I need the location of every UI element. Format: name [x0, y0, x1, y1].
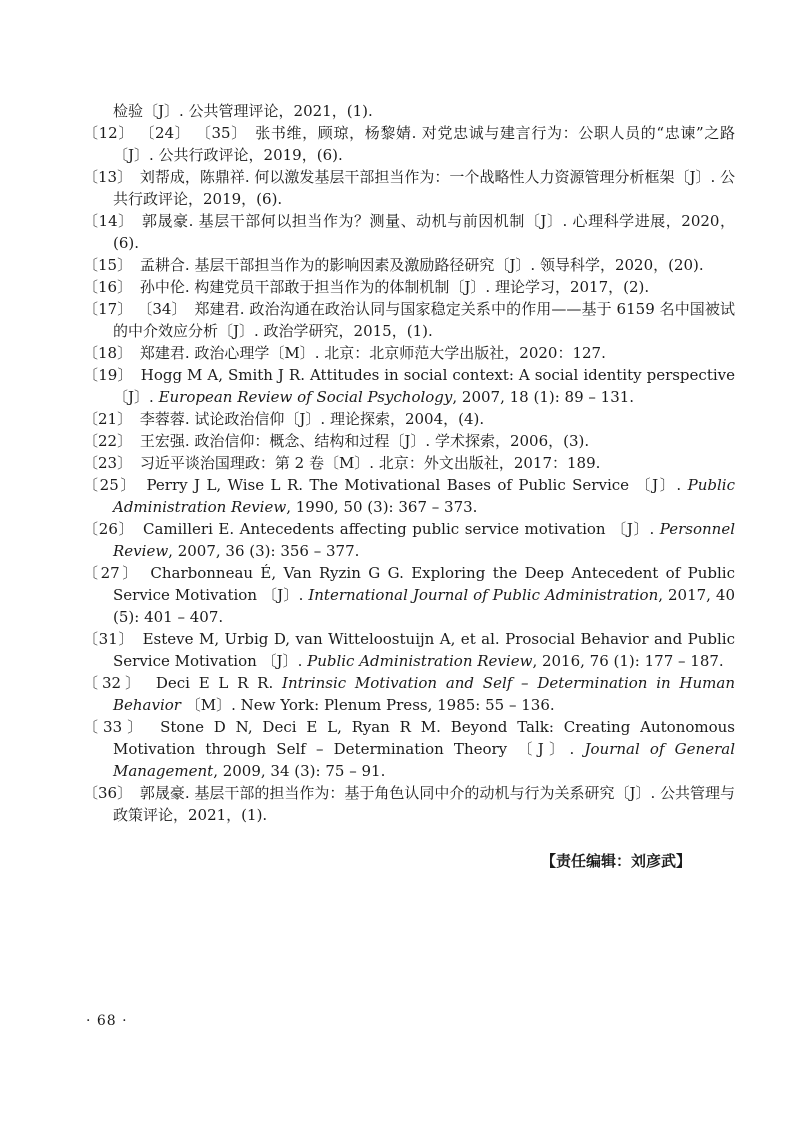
reference-label: 〔19〕	[83, 366, 138, 384]
journal-title: Journal of General Management	[113, 740, 735, 780]
reference-entry	[83, 628, 735, 672]
reference-label: 〔33〕	[83, 718, 158, 736]
reference-entry	[83, 364, 735, 408]
reference-entry	[83, 254, 735, 276]
reference-text: , 2007, 18 (1): 89 – 131.	[452, 388, 635, 406]
reference-label: 〔18〕	[83, 344, 137, 362]
reference-label: 〔13〕	[83, 168, 137, 186]
reference-text: 郑建君. 政治沟通在政治认同与国家稳定关系中的作用——基于 6159 名中国被试的中介效应分析〔J〕. 政治学研究，2015，(1).	[113, 300, 735, 340]
reference-text: Hogg M A, Smith J R. Attitudes in social context: A social identity perspective 〔J〕.	[113, 366, 735, 406]
reference-entry	[83, 342, 735, 364]
reference-text: , 2016, 76 (1): 177 – 187.	[532, 652, 724, 670]
journal-title: European Review of Social Psychology	[158, 388, 453, 406]
reference-entry	[83, 276, 735, 298]
reference-entry	[83, 562, 735, 628]
reference-label: 〔22〕	[83, 432, 137, 450]
reference-text: 郭晟豪. 基层干部的担当作为：基于角色认同中介的动机与行为关系研究〔J〕. 公共管理与政策评论，2021，(1).	[113, 784, 736, 824]
reference-text: 孙中伦. 构建党员干部敢于担当作为的体制机制〔J〕. 理论学习，2017，(2).	[139, 278, 650, 296]
reference-text: Esteve M, Urbig D, van Witteloostuijn A, et al. Prosocial Behavior and Public Service Motivation 〔J〕.	[113, 630, 735, 670]
reference-label: 〔17〕 〔34〕	[83, 300, 192, 318]
reference-entry	[83, 122, 735, 166]
reference-entry	[83, 452, 735, 474]
reference-entry	[83, 408, 735, 430]
editor-credit: 【责任编辑：刘彦武】	[540, 852, 691, 870]
reference-label: 〔23〕	[83, 454, 137, 472]
reference-text: , 1990, 50 (3): 367 – 373.	[286, 498, 478, 516]
reference-entry	[83, 100, 735, 122]
references-list	[83, 100, 735, 872]
reference-text: , 2009, 34 (3): 75 – 91.	[213, 762, 386, 780]
reference-text: Deci E L R R.	[155, 674, 283, 692]
journal-title: Public Administration Review	[113, 476, 735, 516]
reference-text: 张书维，顾琼，杨黎婧. 对党忠诚与建言行为：公职人员的“忠谏”之路〔J〕. 公共行政评论，2019，(6).	[113, 124, 735, 164]
reference-text: 郑建君. 政治心理学〔M〕. 北京：北京师范大学出版社，2020：127.	[139, 344, 606, 362]
journal-title: International Journal of Public Administration	[308, 586, 659, 604]
reference-text: 〔M〕. New York: Plenum Press, 1985: 55 – 136.	[180, 696, 555, 714]
reference-text: 习近平谈治国理政：第 2 卷〔M〕. 北京：外文出版社，2017：189.	[139, 454, 601, 472]
reference-label: 〔25〕	[83, 476, 144, 494]
reference-text: 王宏强. 政治信仰：概念、结构和过程〔J〕. 学术探索，2006，(3).	[139, 432, 590, 450]
journal-title: Public Administration Review	[307, 652, 533, 670]
reference-text: 李蓉蓉. 试论政治信仰〔J〕. 理论探索，2004，(4).	[139, 410, 485, 428]
reference-entry	[83, 166, 735, 210]
reference-text: Charbonneau É, Van Ryzin G G. Exploring the Deep Antecedent of Public Service Motivation 〔J〕.	[113, 564, 735, 604]
reference-text: , 2017, 40 (5): 401 – 407.	[113, 586, 735, 626]
reference-label: 〔12〕 〔24〕 〔35〕	[83, 124, 253, 142]
reference-label: 〔32〕	[83, 674, 153, 692]
reference-entry	[83, 210, 735, 254]
reference-label: 〔31〕	[83, 630, 140, 648]
reference-text: 孟耕合. 基层干部担当作为的影响因素及激励路径研究〔J〕. 领导科学，2020，(20).	[139, 256, 704, 274]
reference-text: Perry J L, Wise L R. The Motivational Bases of Public Service 〔J〕.	[146, 476, 688, 494]
reference-label: 〔21〕	[83, 410, 137, 428]
reference-entry	[83, 298, 735, 342]
reference-text: 郭晟豪. 基层干部何以担当作为？测量、动机与前因机制〔J〕. 心理科学进展，2020，(6).	[113, 212, 736, 252]
reference-text: 刘帮成，陈鼎祥. 何以激发基层干部担当作为：一个战略性人力资源管理分析框架〔J〕. 公共行政评论，2019，(6).	[113, 168, 736, 208]
journal-title: Personnel Review	[113, 520, 735, 560]
reference-text: , 2007, 36 (3): 356 – 377.	[168, 542, 360, 560]
reference-label: 〔36〕	[83, 784, 137, 802]
reference-label: 〔26〕	[83, 520, 140, 538]
reference-entry	[83, 672, 735, 716]
reference-text: Stone D N, Deci E L, Ryan R M. Beyond Talk: Creating Autonomous Motivation through Self – Determination Theory 〔J〕.	[113, 718, 735, 758]
journal-title: Intrinsic Motivation and Self – Determination in Human Behavior	[113, 674, 735, 714]
reference-label: 〔27〕	[83, 564, 148, 582]
reference-label: 〔16〕	[83, 278, 137, 296]
reference-label: 〔14〕	[83, 212, 139, 230]
reference-entry	[83, 474, 735, 518]
reference-text: Camilleri E. Antecedents affecting public service motivation 〔J〕.	[142, 520, 660, 538]
page-number: · 68 ·	[86, 1013, 128, 1029]
reference-entry	[83, 782, 735, 826]
reference-entry	[83, 518, 735, 562]
reference-entry	[83, 430, 735, 452]
reference-label: 〔15〕	[83, 256, 137, 274]
reference-text: 检验〔J〕. 公共管理评论，2021，(1).	[113, 102, 373, 120]
reference-entry	[83, 716, 735, 782]
